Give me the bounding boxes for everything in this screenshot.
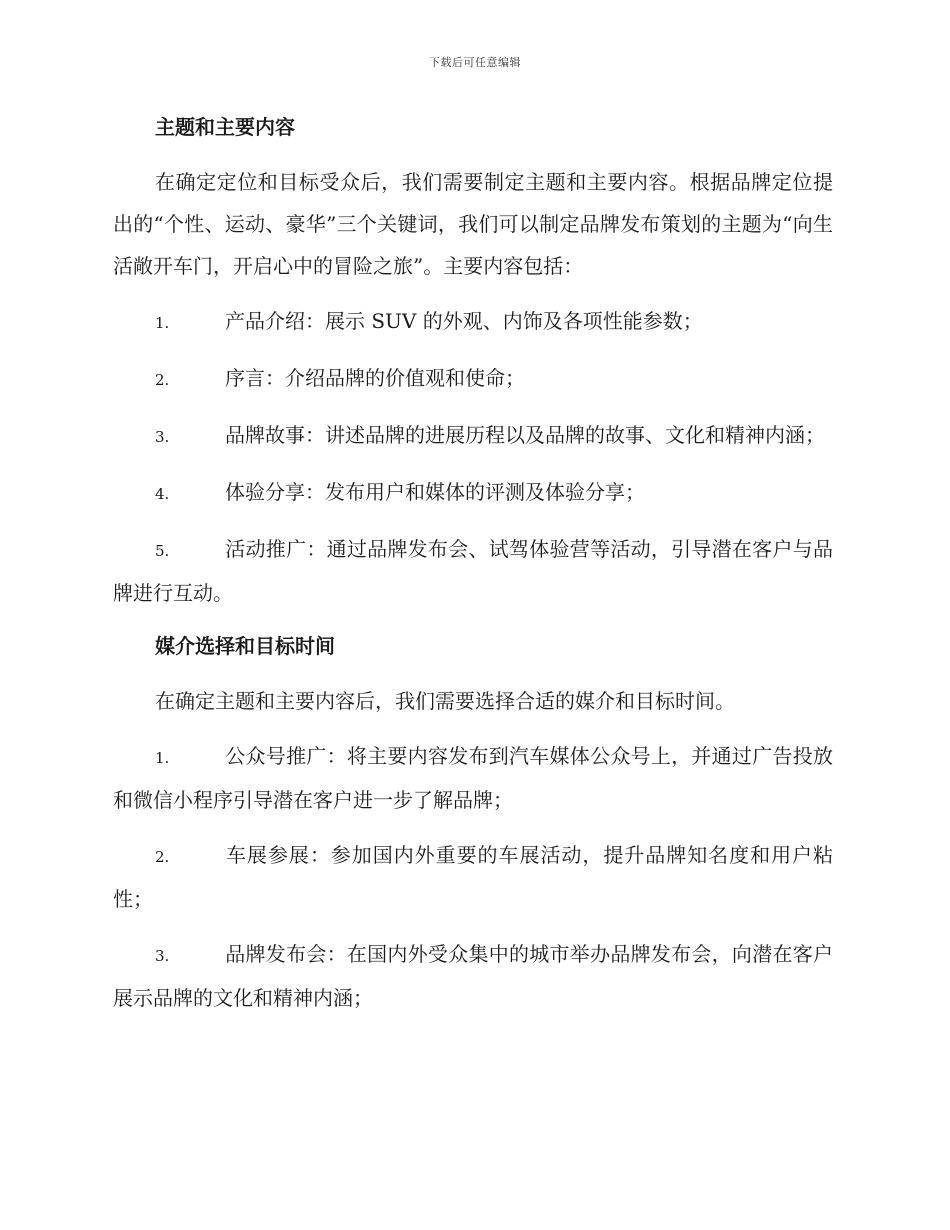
list-item-text: 活动推广：通过品牌发布会、试驾体验营等活动，引导潜在客户与品牌进行互动。 xyxy=(113,537,833,605)
list-item-text: 品牌发布会：在国内外受众集中的城市举办品牌发布会，向潜在客户展示品牌的文化和精神内涵； xyxy=(113,942,833,1010)
section-intro-theme: 在确定定位和目标受众后，我们需要制定主题和主要内容。根据品牌定位提出的“个性、运动、豪华”三个关键词，我们可以制定品牌发布策划的主题为“向生活敞开车门，开启心中的冒险之旅”。主要内容包括： xyxy=(113,170,833,278)
list-number: 4. xyxy=(155,485,170,503)
list-item xyxy=(113,414,833,458)
list-item-text: 公众号推广：将主要内容发布到汽车媒体公众号上，并通过广告投放和微信小程序引导潜在客户进一步了解品牌； xyxy=(113,744,833,812)
section-intro-media: 在确定主题和主要内容后，我们需要选择合适的媒介和目标时间。 xyxy=(155,689,735,713)
list-item xyxy=(113,471,833,515)
document-body xyxy=(113,108,833,1032)
list-item xyxy=(113,735,833,821)
list-item xyxy=(113,933,833,1019)
list-number: 3. xyxy=(155,428,170,446)
list-number: 5. xyxy=(155,542,170,560)
list-item xyxy=(113,300,833,344)
list-number: 3. xyxy=(155,947,170,965)
section-heading-media: 媒介选择和目标时间 xyxy=(155,634,335,658)
list-number: 1. xyxy=(155,314,170,332)
list-item-text: 体验分享：发布用户和媒体的评测及体验分享； xyxy=(225,480,645,504)
list-number: 1. xyxy=(155,749,170,767)
page-header: 下载后可任意编辑 xyxy=(429,56,521,69)
list-item-text: 车展参展：参加国内外重要的车展活动，提升品牌知名度和用户粘性； xyxy=(113,843,833,911)
list-item xyxy=(113,528,833,614)
list-item xyxy=(113,834,833,920)
list-item-text: 序言：介绍品牌的价值观和使命； xyxy=(225,366,525,390)
list-item-text: 品牌故事：讲述品牌的进展历程以及品牌的故事、文化和精神内涵； xyxy=(225,423,825,447)
list-item-text: 产品介绍：展示 SUV 的外观、内饰及各项性能参数； xyxy=(225,309,703,333)
list-number: 2. xyxy=(155,848,170,866)
list-number: 2. xyxy=(155,371,170,389)
list-item xyxy=(113,357,833,401)
section-heading-theme: 主题和主要内容 xyxy=(155,115,295,139)
